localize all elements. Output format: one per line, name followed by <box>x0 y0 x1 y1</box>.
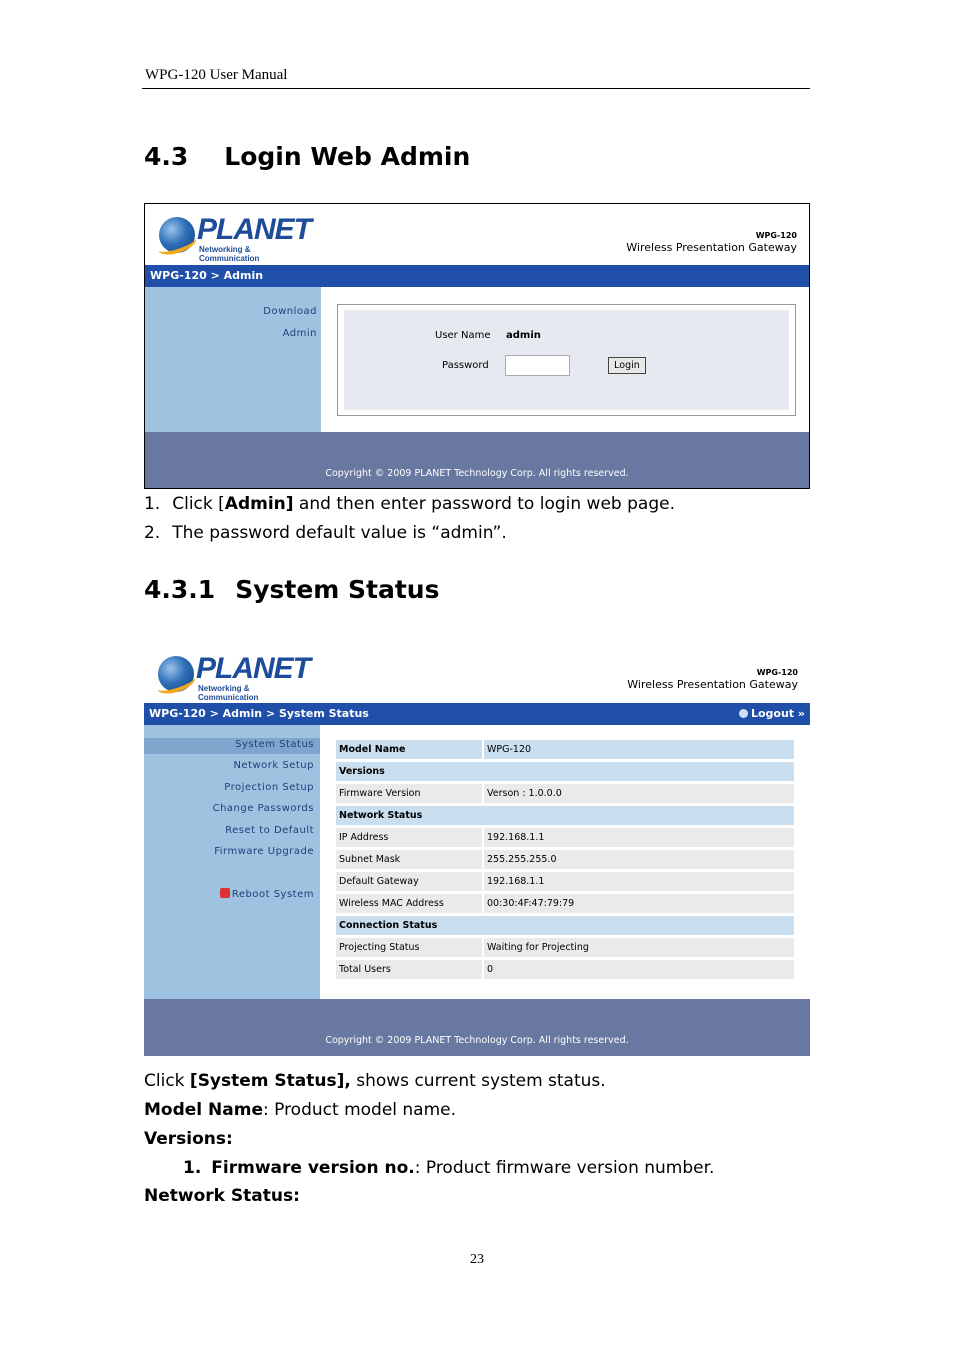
logout-link[interactable]: Logout » <box>739 703 805 725</box>
table-row <box>336 894 794 913</box>
product-code: WPG-120 <box>755 231 797 240</box>
section-number: 4.3 <box>144 142 189 171</box>
sidebar <box>145 287 321 432</box>
login-panel <box>337 304 796 416</box>
table-row <box>336 916 794 935</box>
planet-logo: PLANET Networking & Communication <box>159 217 309 257</box>
section-heading-4-3 <box>144 142 470 171</box>
row-value: 00:30:4F:47:79:79 <box>484 894 794 913</box>
table-row <box>336 740 794 759</box>
section-number: 4.3.1 <box>144 575 216 604</box>
table-row <box>336 960 794 979</box>
breadcrumb: WPG-120 > Admin <box>150 269 264 282</box>
row-value: 192.168.1.1 <box>484 828 794 847</box>
product-name: Wireless Presentation Gateway <box>626 241 797 254</box>
desc-line-1: Click [System Status], shows current system status. <box>144 1071 606 1091</box>
row-label: Connection Status <box>336 916 794 935</box>
menu-item-projection-setup[interactable]: Projection Setup <box>224 782 314 793</box>
row-value: Waiting for Projecting <box>484 938 794 957</box>
section-title: Login Web Admin <box>224 142 471 171</box>
table-row <box>336 762 794 781</box>
page-header: WPG-120 User Manual <box>145 67 288 83</box>
row-value: 0 <box>484 960 794 979</box>
header-rule <box>142 88 810 89</box>
table-row <box>336 850 794 869</box>
power-icon <box>220 888 230 898</box>
row-label: Wireless MAC Address <box>336 894 482 913</box>
menu-item-reset-default[interactable]: Reset to Default <box>225 825 314 836</box>
table-row <box>336 828 794 847</box>
row-label: Projecting Status <box>336 938 482 957</box>
breadcrumb-bar <box>144 703 810 725</box>
menu-item-admin[interactable]: Admin <box>282 328 317 339</box>
row-value: 255.255.255.0 <box>484 850 794 869</box>
menu-item-network-setup[interactable]: Network Setup <box>233 760 314 771</box>
breadcrumb-bar <box>145 265 809 287</box>
desc-line-3: Versions: <box>144 1129 233 1149</box>
page-number: 23 <box>470 1252 484 1267</box>
logout-icon <box>739 709 748 718</box>
menu-item-system-status[interactable]: System Status <box>235 739 314 750</box>
sidebar <box>144 725 320 999</box>
menu-item-reboot-system[interactable]: Reboot System <box>220 888 314 900</box>
row-value: 192.168.1.1 <box>484 872 794 891</box>
row-label: Network Status <box>336 806 794 825</box>
footer <box>144 999 810 1056</box>
desc-line-4: 1. Firmware version no.: Product firmware version number. <box>183 1158 715 1178</box>
section-title: System Status <box>235 575 440 604</box>
row-label: Versions <box>336 762 794 781</box>
copyright: Copyright © 2009 PLANET Technology Corp. All rights reserved. <box>325 1035 629 1046</box>
system-status-screenshot <box>144 643 810 1056</box>
product-code: WPG-120 <box>756 668 798 677</box>
row-value: Verson : 1.0.0.0 <box>484 784 794 803</box>
table-row <box>336 784 794 803</box>
login-button[interactable]: Login <box>608 357 646 374</box>
row-label: Model Name <box>336 740 482 759</box>
password-label: Password <box>442 360 489 371</box>
desc-line-5: Network Status: <box>144 1186 300 1206</box>
row-label: Firmware Version <box>336 784 482 803</box>
row-value: WPG-120 <box>484 740 794 759</box>
table-row <box>336 938 794 957</box>
planet-logo: PLANET Networking & Communication <box>158 656 308 696</box>
step-2: 2. The password default value is “admin”. <box>144 523 507 543</box>
breadcrumb: WPG-120 > Admin > System Status <box>149 707 369 720</box>
username-value: admin <box>506 330 541 341</box>
copyright: Copyright © 2009 PLANET Technology Corp. All rights reserved. <box>325 468 629 479</box>
section-heading-4-3-1 <box>144 575 439 604</box>
table-row <box>336 872 794 891</box>
row-label: Total Users <box>336 960 482 979</box>
menu-item-download[interactable]: Download <box>263 306 317 317</box>
row-label: Default Gateway <box>336 872 482 891</box>
product-name: Wireless Presentation Gateway <box>627 678 798 691</box>
password-input[interactable] <box>505 355 570 376</box>
table-row <box>336 806 794 825</box>
login-screenshot <box>144 203 810 489</box>
footer <box>145 432 809 489</box>
step-1: 1. Click [Admin] and then enter password to login web page. <box>144 494 675 514</box>
username-label: User Name <box>435 330 491 341</box>
menu-item-firmware-upgrade[interactable]: Firmware Upgrade <box>214 846 314 857</box>
row-label: IP Address <box>336 828 482 847</box>
menu-item-change-passwords[interactable]: Change Passwords <box>212 803 314 814</box>
desc-line-2: Model Name: Product model name. <box>144 1100 457 1120</box>
row-label: Subnet Mask <box>336 850 482 869</box>
